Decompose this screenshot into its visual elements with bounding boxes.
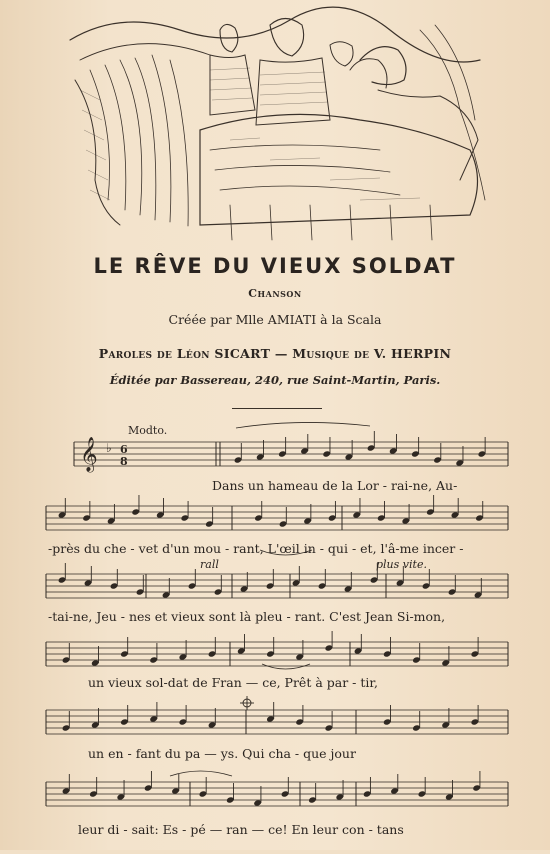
publisher-line: Éditée par Bassereau, 240, rue Saint-Martin, Paris. xyxy=(109,373,441,387)
lyric-line-4: un vieux sol-dat de Fran — ce, Prêt à par - tir, xyxy=(88,675,378,690)
slur xyxy=(170,771,232,776)
dying-soldier-illustration xyxy=(60,0,490,250)
lyric-line-6: leur di - sait: Es - pé — ran — ce! En leur con - tans xyxy=(78,822,404,837)
score-staves xyxy=(0,410,550,850)
rall-marking: rall xyxy=(200,558,219,571)
lyric-line-3: -tai-ne, Jeu - nes et vieux sont là pleu - rant. C'est Jean Si-mon, xyxy=(48,609,446,624)
divider-rule xyxy=(232,408,322,409)
lyric-line-2: -près du che - vet d'un mou - rant, L'œil in - qui - et, l'â-me incer - xyxy=(48,541,464,556)
treble-clef: 𝄞 xyxy=(80,437,98,472)
time-signature-top: 6 xyxy=(120,443,128,456)
song-subtitle: Chanson xyxy=(248,287,302,300)
tempo-marking: Modto. xyxy=(128,424,168,437)
time-signature-bottom: 8 xyxy=(120,455,128,468)
slur xyxy=(236,422,370,428)
authors-line: Paroles de Léon SICART — Musique de V. HERPIN xyxy=(98,346,452,361)
key-signature-flat: ♭ xyxy=(106,441,112,455)
song-title: LE RÊVE DU VIEUX SOLDAT xyxy=(93,254,457,278)
lyric-line-1: Dans un hameau de la Lor - rai-ne, Au- xyxy=(212,478,458,493)
music-score xyxy=(0,410,550,850)
lyric-line-5: un en - fant du pa — ys. Qui cha - que jour xyxy=(88,746,356,761)
creator-line: Créée par Mlle AMIATI à la Scala xyxy=(168,312,382,327)
plus-vite-marking: plus vite. xyxy=(376,558,427,571)
slur xyxy=(262,664,310,669)
